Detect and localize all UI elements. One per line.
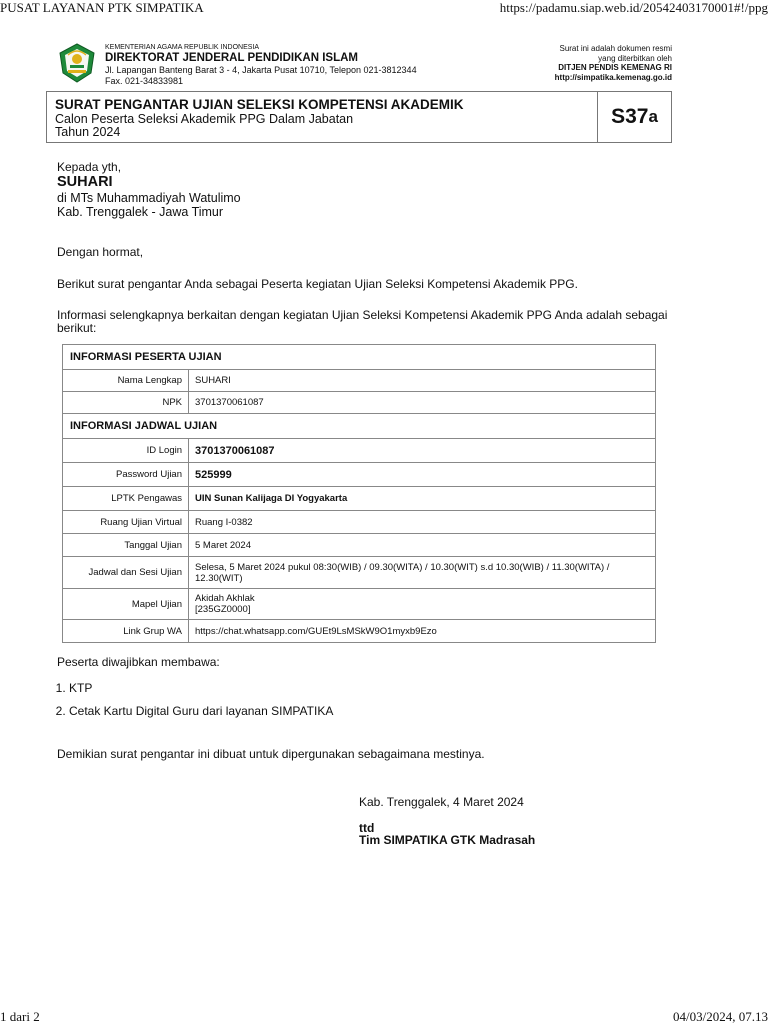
- peserta-heading: INFORMASI PESERTA UJIAN: [63, 345, 656, 370]
- id-login-label: ID Login: [63, 439, 189, 463]
- ministry-name: KEMENTERIAN AGAMA REPUBLIK INDONESIA: [105, 44, 260, 51]
- directorate-address: Jl. Lapangan Banteng Barat 3 - 4, Jakarta Pusat 10710, Telepon 021-3812344: [105, 65, 417, 75]
- note-line-2: yang diterbitkan oleh: [598, 53, 672, 63]
- mapel-name: Akidah Akhlak: [195, 593, 255, 604]
- npk-label: NPK: [63, 392, 189, 414]
- table-row: [63, 370, 656, 392]
- list-item: 2. Cetak Kartu Digital Guru dari layanan SIMPATIKA: [69, 704, 333, 718]
- table-row: [63, 620, 656, 643]
- print-footer-page: 1 dari 2: [0, 1009, 40, 1024]
- sesi-value: [189, 557, 656, 589]
- note-line-1: Surat ini adalah dokumen resmi: [559, 44, 672, 53]
- recipient-school: di MTs Muhammadiyah Watulimo: [57, 191, 241, 205]
- table-row: [63, 392, 656, 414]
- letter-title: SURAT PENGANTAR UJIAN SELEKSI KOMPETENSI AKADEMIK: [55, 97, 464, 112]
- whatsapp-group-link[interactable]: https://chat.whatsapp.com/GUEt9LsMSkW9O1myxb9Ezo: [189, 620, 656, 643]
- password-label: Password Ujian: [63, 463, 189, 487]
- letter-title-box: [46, 91, 672, 143]
- directorate-name: DIREKTORAT JENDERAL PENDIDIKAN ISLAM: [105, 52, 359, 64]
- signer-name: Tim SIMPATIKA GTK Madrasah: [359, 833, 536, 847]
- ttd-mark: ttd: [359, 821, 375, 835]
- intro-paragraph: Berikut surat pengantar Anda sebagai Peserta kegiatan Ujian Seleksi Kompetensi Akademik PPG.: [57, 277, 578, 291]
- recipient-name: SUHARI: [57, 174, 113, 190]
- recipient-region: Kab. Trenggalek - Jawa Timur: [57, 205, 224, 219]
- print-header-title: PUSAT LAYANAN PTK SIMPATIKA: [0, 0, 204, 15]
- issuer-name: DITJEN PENDIS KEMENAG RI: [558, 63, 672, 72]
- jadwal-section-row: [63, 414, 656, 439]
- table-row: [63, 511, 656, 534]
- mapel-value: [189, 589, 656, 620]
- list-item: 1. KTP: [69, 681, 333, 695]
- exam-info-table: [62, 344, 656, 643]
- recipient-greeting: Kepada yth,: [57, 160, 122, 174]
- info-paragraph-line-1: Informasi selengkapnya berkaitan dengan kegiatan Ujian Seleksi Kompetensi Akademik PPG Anda adalah sebagai: [57, 308, 668, 322]
- salutation: Dengan hormat,: [57, 245, 144, 259]
- issuer-website: http://simpatika.kemenag.go.id: [554, 72, 672, 82]
- npk-value: 3701370061087: [189, 392, 656, 414]
- print-footer-datetime: 04/03/2024, 07.13: [673, 1009, 768, 1024]
- nama-label: Nama Lengkap: [63, 370, 189, 392]
- jadwal-heading: INFORMASI JADWAL UJIAN: [63, 414, 656, 439]
- form-code-main: S37: [611, 105, 649, 128]
- lptk-value: UIN Sunan Kalijaga DI Yogyakarta: [189, 487, 656, 511]
- directorate-fax: Fax. 021-34833981: [105, 76, 184, 86]
- tanggal-value: 5 Maret 2024: [189, 534, 656, 557]
- print-header-url: https://padamu.siap.web.id/20542403170001#!/ppg: [499, 0, 768, 15]
- form-code-suffix: a: [648, 107, 658, 126]
- table-row: [63, 534, 656, 557]
- link-label: Link Grup WA: [63, 620, 189, 643]
- mapel-code: [235GZ0000]: [195, 604, 251, 615]
- table-row: [63, 439, 656, 463]
- sesi-value-line-1: Selesa, 5 Maret 2024 pukul 08:30(WIB) / 09.30(WITA) / 10.30(WIT) s.d 10.30(WIB) / 11.30(WITA) /: [195, 561, 610, 573]
- table-row: [63, 463, 656, 487]
- info-paragraph-line-2: berikut:: [57, 321, 97, 335]
- kemenag-logo-icon: [58, 43, 96, 83]
- bring-list: [49, 681, 333, 727]
- place-date: Kab. Trenggalek, 4 Maret 2024: [359, 795, 524, 809]
- form-code: [597, 92, 671, 142]
- sesi-label: Jadwal dan Sesi Ujian: [63, 557, 189, 589]
- password-value: 525999: [189, 463, 656, 487]
- closing-sentence: Demikian surat pengantar ini dibuat untuk dipergunakan sebagaimana mestinya.: [57, 747, 485, 761]
- mapel-label: Mapel Ujian: [63, 589, 189, 620]
- tanggal-label: Tanggal Ujian: [63, 534, 189, 557]
- ruang-value: Ruang I-0382: [189, 511, 656, 534]
- table-row: [63, 557, 656, 589]
- peserta-section-row: [63, 345, 656, 370]
- letter-year: Tahun 2024: [55, 125, 121, 139]
- nama-value: SUHARI: [189, 370, 656, 392]
- sesi-value-line-2: 12.30(WIT): [195, 572, 243, 584]
- ruang-label: Ruang Ujian Virtual: [63, 511, 189, 534]
- table-row: [63, 589, 656, 620]
- table-row: [63, 487, 656, 511]
- letterhead: [105, 44, 417, 87]
- official-document-note: [555, 44, 672, 82]
- id-login-value: 3701370061087: [189, 439, 656, 463]
- letter-subtitle: Calon Peserta Seleksi Akademik PPG Dalam Jabatan: [55, 112, 354, 126]
- bring-intro: Peserta diwajibkan membawa:: [57, 655, 220, 669]
- lptk-label: LPTK Pengawas: [63, 487, 189, 511]
